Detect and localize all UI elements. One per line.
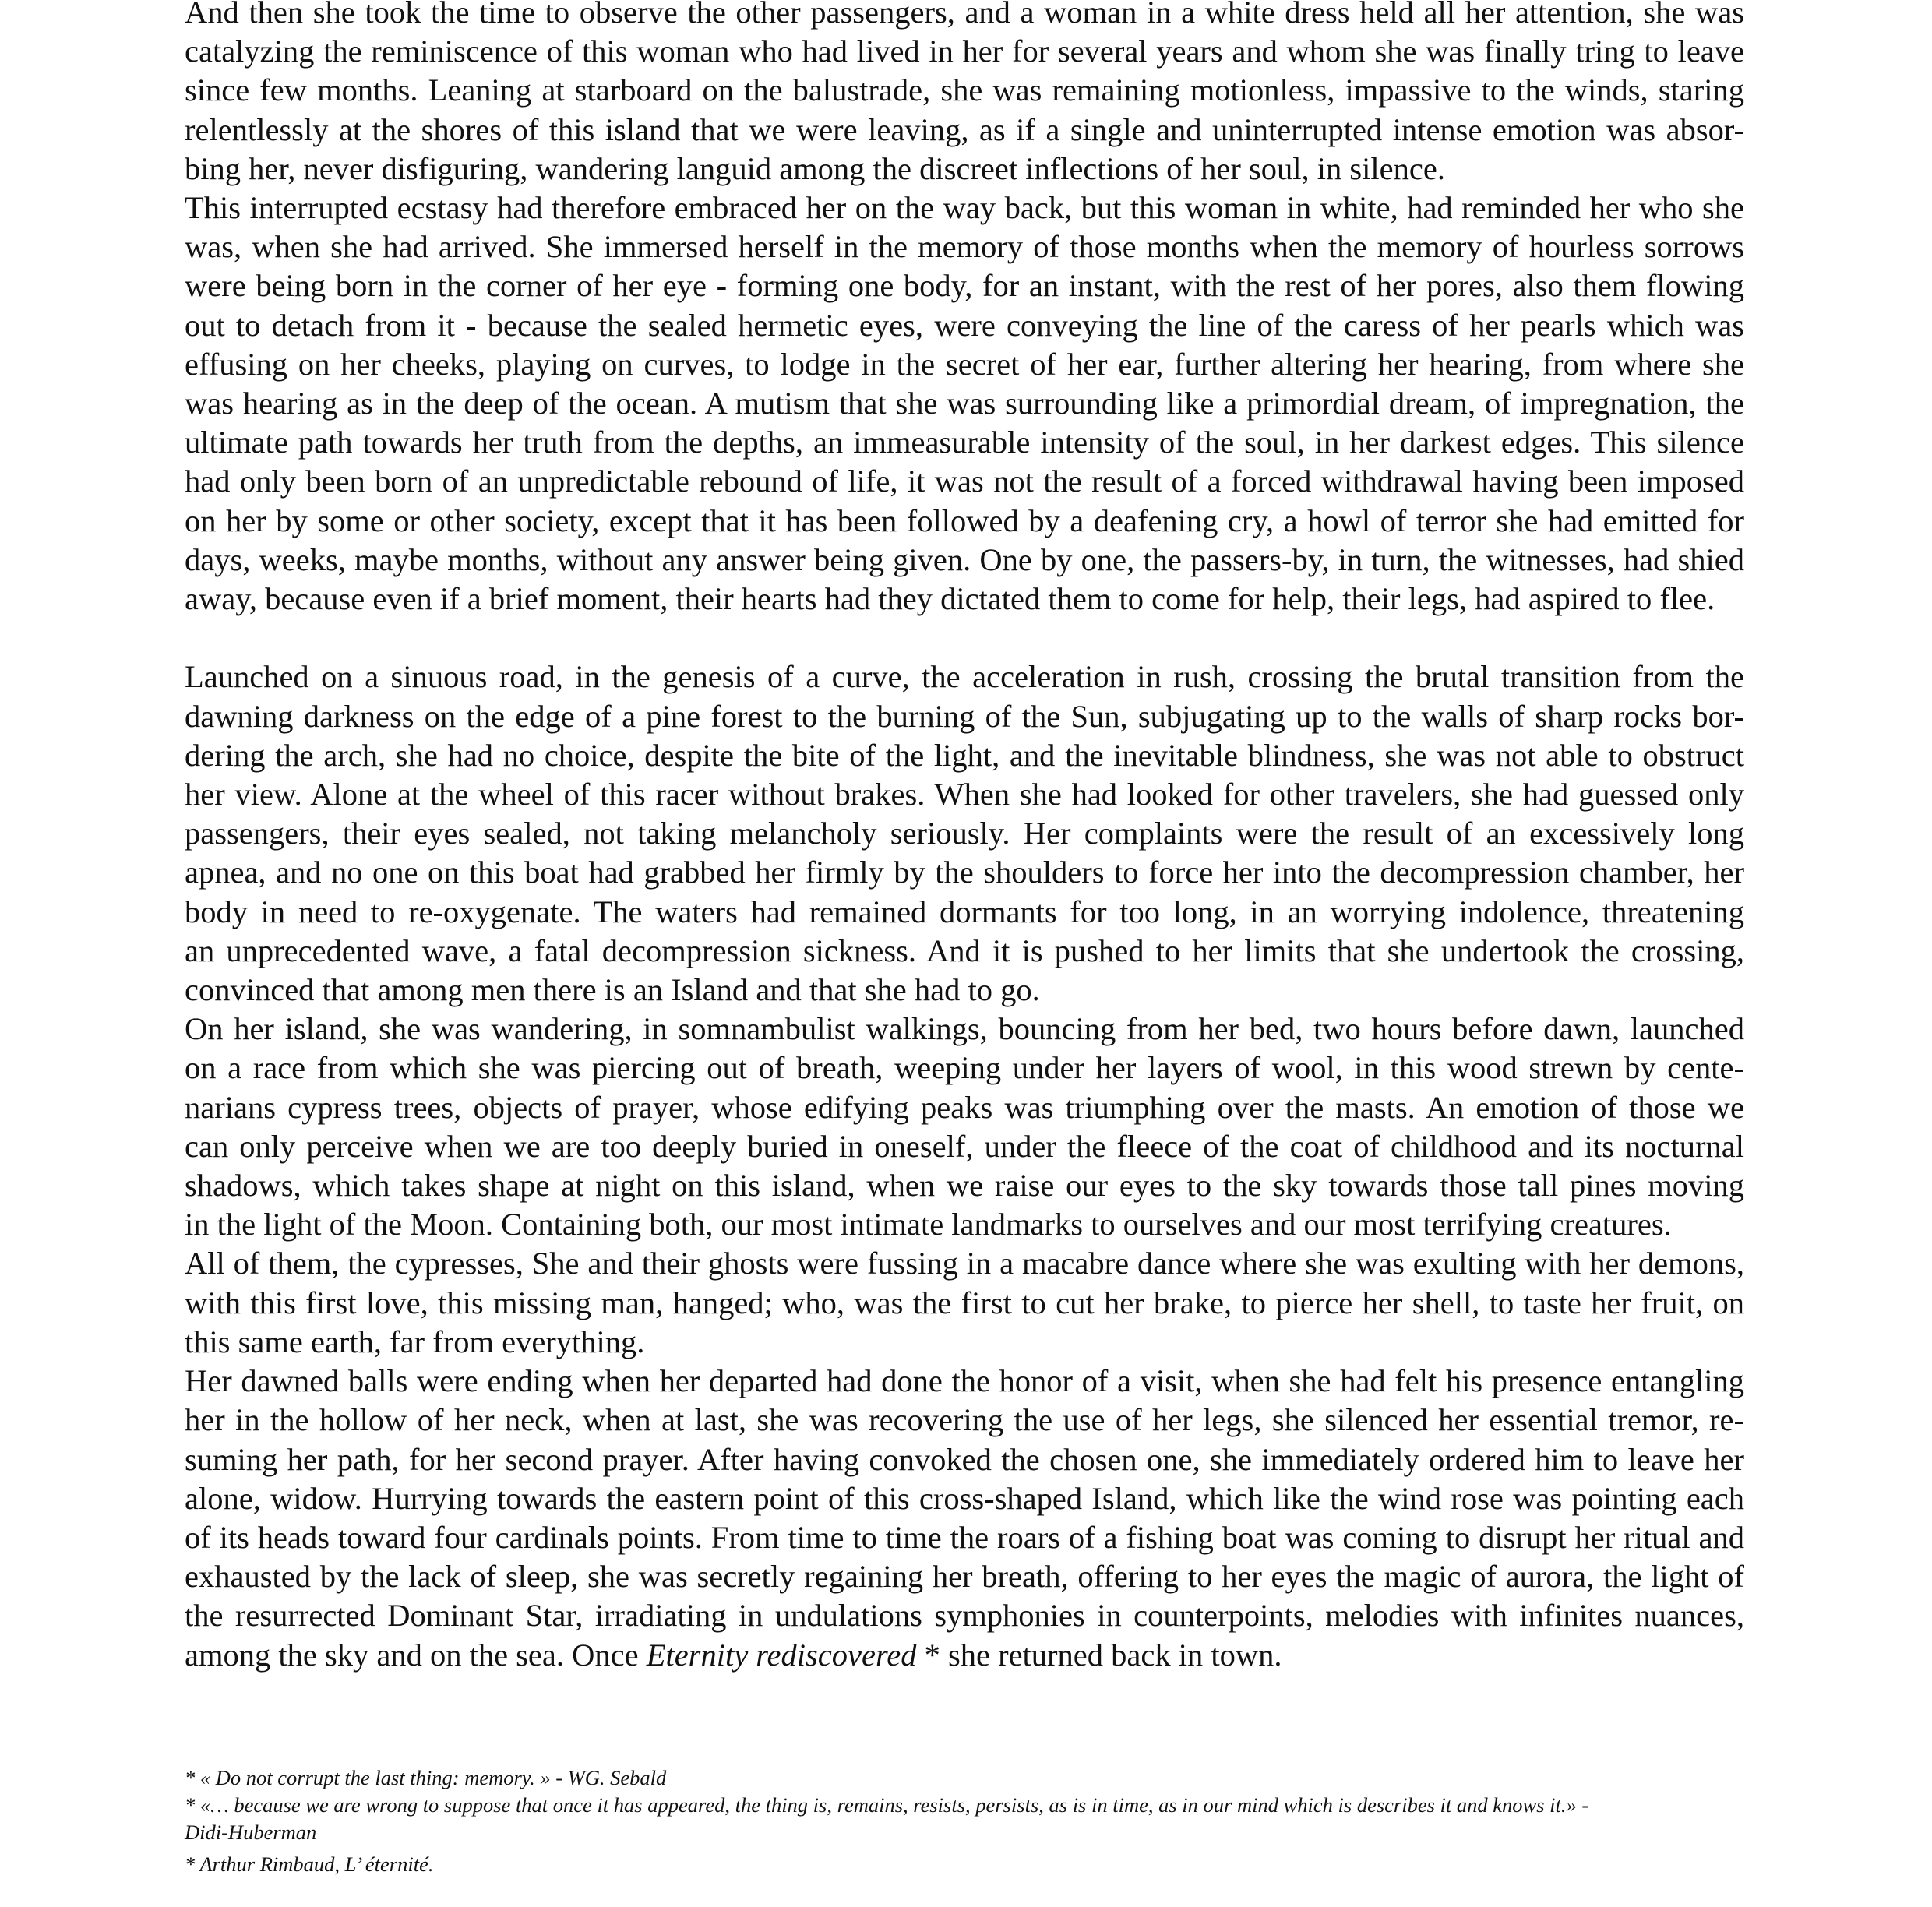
- text-line: bing her, never disfiguring, wandering languid among the discreet inflections of her soul, in silence.: [185, 150, 1445, 186]
- text-line: [185, 1636, 1744, 1675]
- text-line: apnea, and no one on this boat had grabbed her firmly by the shoulders to force her into the decompression chamber, her: [185, 855, 1744, 890]
- text-line: body in need to re-oxygenate. The waters had remained dormants for too long, in an worrying indolence, threatening: [185, 894, 1744, 929]
- text-line: her in the hollow of her neck, when at last, she was recovering the use of her legs, she silenced her essential tremor, re-: [185, 1402, 1744, 1438]
- text-line: narians cypress trees, objects of prayer, whose edifying peaks was triumphing over the masts. An emotion of those we: [185, 1089, 1744, 1125]
- text-line: on a race from which she was piercing out of breath, weeping under her layers of wool, in this wood strewn by cente-: [185, 1050, 1744, 1086]
- text-line: can only perceive when we are too deeply buried in oneself, under the fleece of the coat of childhood and its nocturnal: [185, 1128, 1744, 1164]
- footnote-didi-huberman: * «… because we are wrong to suppose that once it has appeared, the thing is, remains, resists, persists, as is in time, as in our mind which is describes it and knows it.» -: [185, 1793, 1589, 1817]
- paragraph: [185, 1244, 1744, 1362]
- text-line: had only been born of an unpredictable rebound of life, it was not the result of a forced withdrawal having been imposed: [185, 464, 1744, 499]
- text-line: And then she took the time to observe the other passengers, and a woman in a white dress held all her attention, she was: [185, 0, 1744, 30]
- text-line: This interrupted ecstasy had therefore embraced her on the way back, but this woman in white, had reminded her who she: [185, 190, 1744, 226]
- paragraph-spacer: [185, 619, 1744, 657]
- text-line: with this first love, this missing man, hanged; who, was the first to cut her brake, to pierce her shell, to taste her fruit, on: [185, 1285, 1744, 1320]
- text-line: days, weeks, maybe months, without any answer being given. One by one, the passers-by, in turn, the witnesses, had shied: [185, 541, 1744, 577]
- text-line: out to detach from it - because the sealed hermetic eyes, were conveying the line of the caress of her pearls which was: [185, 307, 1744, 343]
- italic-title: Eternity rediscovered: [646, 1637, 917, 1673]
- paragraph: [185, 1362, 1744, 1675]
- text-line: on her by some or other society, except that it has been followed by a deafening cry, a howl of terror she had emitted for: [185, 502, 1744, 538]
- text-line: this same earth, far from everything.: [185, 1324, 645, 1359]
- footnote-didi-huberman-author: Didi-Huberman: [185, 1821, 317, 1844]
- text-line: relentlessly at the shores of this island that we were leaving, as if a single and uninterrupted intense emotion was absor-: [185, 111, 1744, 147]
- text-line: ultimate path towards her truth from the depths, an immeasurable intensity of the soul, in her darkest edges. This silence: [185, 425, 1744, 460]
- text-line: away, because even if a brief moment, their hearts had they dictated them to come for help, their legs, had aspired to flee.: [185, 581, 1715, 617]
- text-line: the resurrected Dominant Star, irradiating in undulations symphonies in counterpoints, melodies with infinites nuances,: [185, 1598, 1744, 1634]
- text-line: were being born in the corner of her eye - forming one body, for an instant, with the rest of her pores, also them flowing: [185, 268, 1744, 304]
- footnote-sebald: * « Do not corrupt the last thing: memory. » - WG. Sebald: [185, 1766, 667, 1789]
- text-line: dering the arch, she had no choice, despite the bite of the light, and the inevitable blindness, she was not able to obstruct: [185, 737, 1744, 773]
- footnote-rimbaud: * Arthur Rimbaud, L’ éternité.: [185, 1852, 434, 1876]
- text-fragment: * she returned back in town.: [916, 1637, 1282, 1673]
- text-fragment: among the sky and on the sea. Once: [185, 1637, 647, 1673]
- text-line: was, when she had arrived. She immersed herself in the memory of those months when the memory of hourless sorrows: [185, 229, 1744, 265]
- text-line: passengers, their eyes sealed, not taking melancholy seriously. Her complaints were the result of an excessively long: [185, 816, 1744, 851]
- text-line: of its heads toward four cardinals points. From time to time the roars of a fishing boat was coming to disrupt her ritual and: [185, 1519, 1744, 1555]
- text-line: Launched on a sinuous road, in the genesis of a curve, the acceleration in rush, crossing the brutal transition from the: [185, 659, 1744, 695]
- text-line: catalyzing the reminiscence of this woman who had lived in her for several years and whom she was finally tring to leave: [185, 33, 1744, 69]
- paragraph: [185, 657, 1744, 1010]
- text-line: exhausted by the lack of sleep, she was secretly regaining her breath, offering to her eyes the magic of aurora, the light of: [185, 1559, 1744, 1595]
- text-line: dawning darkness on the edge of a pine forest to the burning of the Sun, subjugating up to the walls of sharp rocks bor-: [185, 698, 1744, 734]
- text-line: an unprecedented wave, a fatal decompression sickness. And it is pushed to her limits that she undertook the crossing,: [185, 932, 1744, 968]
- text-line: suming her path, for her second prayer. After having convoked the chosen one, she immediately ordered him to leave her: [185, 1441, 1744, 1477]
- text-line: effusing on her cheeks, playing on curves, to lodge in the secret of her ear, further altering her hearing, from where she: [185, 346, 1744, 382]
- text-line: since few months. Leaning at starboard on the balustrade, she was remaining motionless, impassive to the winds, staring: [185, 72, 1744, 108]
- body-text: [185, 0, 1744, 1675]
- text-line: On her island, she was wandering, in somnambulist walkings, bouncing from her bed, two hours before dawn, launched: [185, 1011, 1744, 1047]
- text-line: her view. Alone at the wheel of this racer without brakes. When she had looked for other travelers, she had guessed only: [185, 777, 1744, 813]
- paragraph: [185, 0, 1744, 189]
- text-line: in the light of the Moon. Containing both, our most intimate landmarks to ourselves and our most terrifying creatures.: [185, 1207, 1672, 1243]
- text-line: convinced that among men there is an Island and that she had to go.: [185, 972, 1040, 1008]
- paragraph: [185, 189, 1744, 619]
- text-line: shadows, which takes shape at night on this island, when we raise our eyes to the sky towards those tall pines moving: [185, 1168, 1744, 1204]
- paragraph: [185, 1010, 1744, 1244]
- footnotes: [185, 1764, 1744, 1878]
- text-line: alone, widow. Hurrying towards the eastern point of this cross-shaped Island, which like the wind rose was pointing each: [185, 1480, 1744, 1516]
- text-line: was hearing as in the deep of the ocean. A mutism that she was surrounding like a primordial dream, of impregnation, the: [185, 386, 1744, 421]
- text-line: Her dawned balls were ending when her departed had done the honor of a visit, when she had felt his presence entangling: [185, 1363, 1744, 1399]
- text-line: All of them, the cypresses, She and their ghosts were fussing in a macabre dance where she was exulting with her demons,: [185, 1246, 1744, 1281]
